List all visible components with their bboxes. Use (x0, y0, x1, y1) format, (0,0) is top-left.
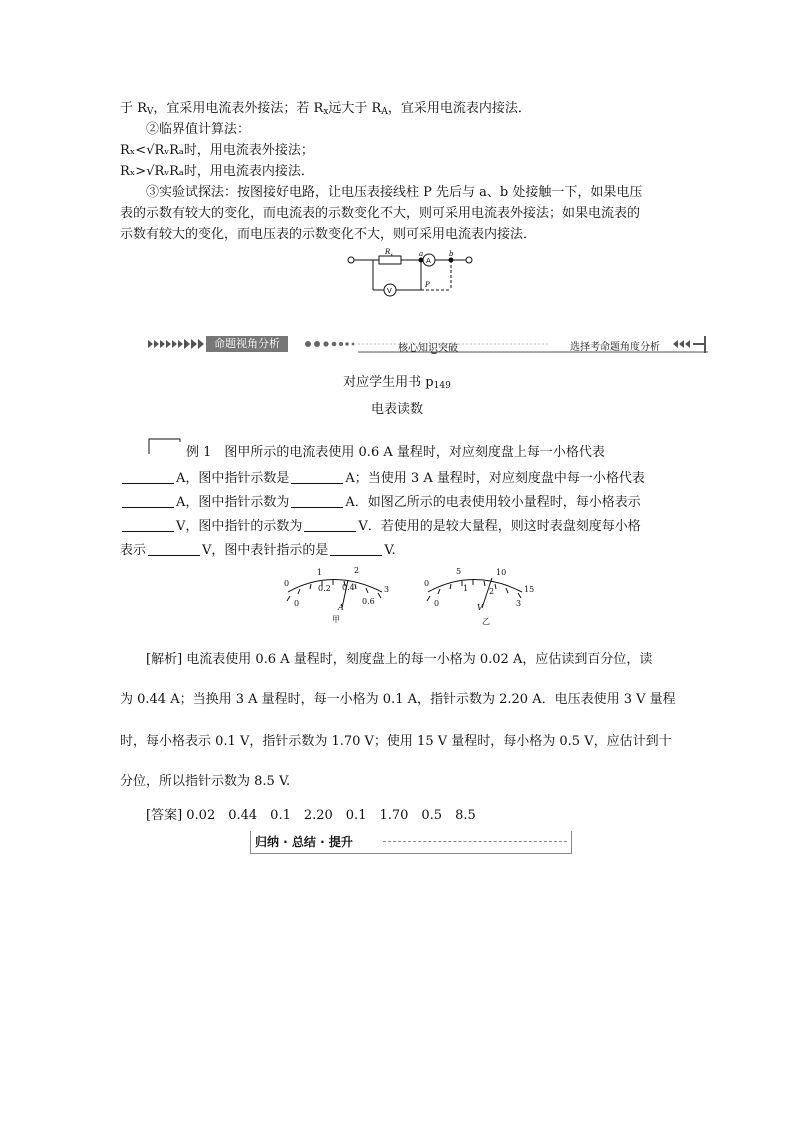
answer-blank[interactable] (330, 543, 382, 556)
jia-caption: 甲 (332, 615, 340, 624)
jia-top-tick: 2 (354, 566, 360, 575)
jia-bottom-tick: 0.6 (362, 597, 375, 606)
section-banner (148, 336, 708, 354)
ammeter-icon: A (426, 257, 431, 265)
example-line: A，图中指针示数是 A；当使用 3 A 量程时，对应刻度盘中每一小格代表 (120, 470, 680, 488)
analysis-line: 时，每小格表示 0.1 V，指针示数为 1.70 V；使用 15 V 量程时，每小格为 0.5 V，应估计到十 (120, 734, 672, 749)
yi-caption: 乙 (482, 617, 490, 626)
banner-right-text: 选择考命题角度分析 (570, 342, 660, 353)
section-heading: 电表读数 (370, 402, 423, 417)
example-line: 例 1 图甲所示的电流表使用 0.6 A 量程时，对应刻度盘上每一小格代表 (186, 445, 605, 460)
yi-bottom-tick: 3 (516, 599, 522, 608)
voltmeter-icon: V (387, 287, 392, 295)
answer-line: [答案] 0.02 0.44 0.1 2.20 0.1 1.70 0.5 8.5 (146, 808, 476, 823)
answer-blank[interactable] (122, 495, 174, 508)
answer-blank[interactable] (122, 519, 174, 532)
node-a-label: a (419, 250, 424, 258)
node-b-label: b (449, 250, 454, 258)
answer-blank[interactable] (291, 471, 343, 484)
analysis-line: [解析] 电流表使用 0.6 A 量程时，刻度盘上的每一小格为 0.02 A，应估读到百分位，读 (146, 652, 653, 667)
jia-top-tick: 0 (284, 579, 290, 588)
answer-blank[interactable] (304, 519, 356, 532)
banner-subtitle: 核心知识突破 (398, 343, 458, 354)
meter-figures (278, 562, 548, 636)
text-line: Rₓ>√RᵥRₐ时，用电流表内接法． (120, 164, 314, 179)
yi-top-tick: 10 (496, 568, 507, 577)
yi-bottom-tick: 0 (434, 599, 440, 608)
yi-top-tick: 5 (456, 567, 462, 576)
example-line: V，图中指针的示数为 V．若使用的是较大量程，则这时表盘刻度每小格 (120, 518, 680, 536)
jia-top-tick: 3 (384, 585, 390, 594)
jia-top-tick: 1 (317, 568, 323, 577)
book-reference: 对应学生用书 $p_{149}$ (343, 375, 451, 391)
analysis-line: 分位，所以指针示数为 8.5 V. (120, 774, 291, 789)
example-line: 表示 V，图中表针指示的是 V. (120, 543, 396, 558)
jia-bottom-tick: 0.4 (342, 583, 355, 592)
text-line: Rₓ<√RᵥRₐ时，用电流表外接法； (120, 143, 314, 158)
answer-blank[interactable] (122, 471, 174, 484)
summary-rule (383, 841, 567, 842)
rx-label: $R_x$ (385, 248, 394, 258)
text-line: 于 $R_V$，宜采用电流表外接法；若 $R_x$远大于 $R_A$，宜采用电流表内接法． (120, 101, 531, 117)
yi-bottom-tick: 1 (463, 584, 469, 593)
example-bracket-icon (148, 438, 182, 454)
summary-label: 归纳 · 总结 · 提升 (255, 835, 353, 849)
voltmeter-dial-yi (427, 578, 522, 608)
probe-p-label: P (425, 281, 430, 289)
text-line: 示数有较大的变化，而电压表的示数变化不大，则可采用电流表内接法． (120, 227, 537, 242)
yi-top-tick: 0 (424, 579, 430, 588)
summary-box (250, 831, 572, 854)
answer-blank[interactable] (291, 495, 343, 508)
jia-bottom-tick: 0 (294, 599, 300, 608)
analysis-line: 为 0.44 A；当换用 3 A 量程时，每一小格为 0.1 A，指针示数为 2.20 A．电压表使用 3 V 量程 (120, 692, 676, 707)
banner-label: 命题视角分析 (206, 336, 288, 352)
jia-bottom-tick: 0.2 (318, 584, 331, 593)
yi-unit: V (477, 603, 483, 612)
text-line: 表的示数有较大的变化，而电流表的示数变化不大，则可采用电流表外接法；如果电流表的 (120, 206, 641, 221)
text-line: ③实验试探法：按图接好电路，让电压表接线柱 P 先后与 a、b 处接触一下，如果电压 (146, 185, 643, 200)
yi-bottom-tick: 2 (489, 587, 495, 596)
text-line: ②临界值计算法： (146, 122, 251, 137)
yi-top-tick: 15 (524, 585, 535, 594)
answer-blank[interactable] (148, 543, 200, 556)
example-line: A，图中指针示数为 A．如图乙所示的电表使用较小量程时，每小格表示 (120, 494, 680, 512)
jia-unit: A (338, 603, 344, 612)
circuit-diagram (345, 248, 475, 303)
